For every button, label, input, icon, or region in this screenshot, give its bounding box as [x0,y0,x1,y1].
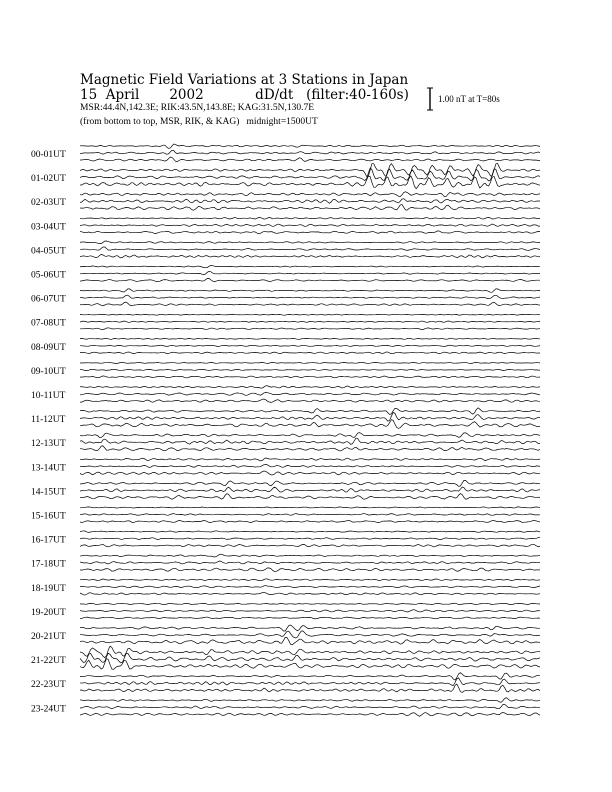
trace-RIK-19-20UT [80,610,540,612]
trace-RIK-23-24UT [80,704,540,709]
trace-MSR-16-17UT [80,544,540,547]
trace-KAG-16-17UT [80,531,540,533]
hour-row-23-24UT [31,698,540,717]
trace-KAG-08-09UT [80,338,540,339]
trace-KAG-21-22UT [80,646,540,657]
trace-RIK-04-05UT [80,247,540,250]
trace-KAG-02-03UT [80,192,540,197]
trace-KAG-01-02UT [80,163,540,176]
hour-label: 15-16UT [31,511,66,522]
trace-MSR-02-03UT [80,205,540,211]
trace-KAG-19-20UT [80,603,540,604]
trace-RIK-07-08UT [80,321,540,322]
trace-RIK-18-19UT [80,586,540,588]
hour-label: 19-20UT [31,607,66,618]
date-day: 15 [80,87,98,103]
trace-MSR-13-14UT [80,471,540,475]
trace-KAG-06-07UT [80,289,540,293]
trace-KAG-15-16UT [80,507,540,508]
trace-MSR-05-06UT [80,278,540,281]
trace-MSR-18-19UT [80,592,540,595]
hour-label: 09-10UT [31,366,66,377]
hour-label: 22-23UT [31,680,66,691]
trace-MSR-10-11UT [80,399,540,402]
hour-label: 00-01UT [31,150,66,160]
trace-RIK-12-13UT [80,438,540,444]
trace-RIK-14-15UT [80,487,540,492]
hour-row-00-01UT [31,144,540,162]
hour-row-19-20UT [31,603,540,619]
trace-MSR-06-07UT [80,302,540,306]
hour-row-01-02UT [31,163,540,188]
trace-KAG-17-18UT [80,554,540,557]
trace-KAG-13-14UT [80,458,540,461]
date-year: 2002 [169,87,204,103]
hour-rows [31,144,540,716]
hour-row-04-05UT [31,241,540,258]
hour-row-03-04UT [31,218,540,234]
trace-MSR-11-12UT [80,420,540,429]
trace-MSR-20-21UT [80,637,540,645]
hour-row-14-15UT [31,480,540,499]
scale-label: 1.00 nT at T=80s [438,94,500,104]
hour-row-07-08UT [31,314,540,329]
component-label: dD/dt [255,87,294,103]
trace-RIK-21-22UT [80,653,540,663]
trace-KAG-20-21UT [80,625,540,631]
trace-RIK-06-07UT [80,295,540,298]
hour-label: 08-09UT [31,342,66,353]
hour-row-20-21UT [31,625,540,645]
hour-label: 14-15UT [31,487,66,498]
trace-RIK-11-12UT [80,413,540,422]
hour-row-10-11UT [31,386,540,403]
trace-MSR-23-24UT [80,713,540,717]
hour-label: 20-21UT [31,632,66,642]
trace-MSR-19-20UT [80,617,540,619]
hour-label: 06-07UT [31,294,66,305]
trace-MSR-17-18UT [80,568,540,572]
hour-row-08-09UT [31,338,540,353]
hour-row-17-18UT [31,554,540,571]
trace-MSR-01-02UT [80,176,540,189]
trace-KAG-04-05UT [80,241,540,244]
hour-row-18-19UT [31,579,540,595]
trace-RIK-20-21UT [80,631,540,638]
hour-label: 12-13UT [31,439,66,450]
date-month: April [105,87,140,103]
hour-label: 21-22UT [31,656,66,667]
hour-label: 17-18UT [31,559,66,570]
hour-label: 16-17UT [31,535,66,546]
hour-row-13-14UT [31,458,540,475]
midnight-note: midnight=1500UT [246,117,318,127]
hour-label: 07-08UT [31,318,66,329]
hour-label: 11-12UT [31,415,66,426]
trace-KAG-12-13UT [80,433,540,438]
trace-KAG-03-04UT [80,218,540,220]
trace-KAG-18-19UT [80,579,540,581]
hour-row-16-17UT [31,531,540,547]
trace-KAG-05-06UT [80,265,540,267]
hour-label: 10-11UT [31,391,66,401]
hour-row-22-23UT [31,673,540,693]
trace-RIK-00-01UT [80,150,540,154]
trace-MSR-09-10UT [80,376,540,378]
hour-label: 03-04UT [31,222,66,233]
hour-row-02-03UT [31,192,540,211]
hour-label: 05-06UT [31,270,66,281]
trace-RIK-05-06UT [80,271,540,274]
trace-MSR-07-08UT [80,328,540,330]
hour-row-05-06UT [31,265,540,281]
hour-label: 23-24UT [31,704,66,715]
trace-KAG-00-01UT [80,144,540,148]
hour-row-15-16UT [31,507,540,523]
hour-label: 18-19UT [31,583,66,594]
station-coordinates: MSR:44.4N,142.3E; RIK:43.5N,143.8E; KAG:31.5N,130.7E [80,103,315,113]
station-order-note: (from bottom to top, MSR, RIK, & KAG) [80,117,240,127]
trace-MSR-08-09UT [80,352,540,354]
trace-KAG-11-12UT [80,408,540,415]
trace-KAG-07-08UT [80,314,540,315]
trace-MSR-21-22UT [80,659,540,670]
trace-RIK-09-10UT [80,369,540,370]
hour-row-06-07UT [31,289,540,306]
trace-RIK-22-23UT [80,678,540,686]
trace-MSR-15-16UT [80,521,540,523]
trace-MSR-03-04UT [80,231,540,234]
trace-RIK-13-14UT [80,464,540,467]
trace-MSR-00-01UT [80,157,540,162]
trace-KAG-09-10UT [80,362,540,363]
hour-label: 01-02UT [31,174,66,185]
hour-row-11-12UT [31,408,540,429]
hour-label: 02-03UT [31,198,66,209]
trace-KAG-22-23UT [80,673,540,680]
trace-KAG-23-24UT [80,698,540,703]
trace-KAG-14-15UT [80,480,540,486]
trace-RIK-03-04UT [80,224,540,226]
hour-row-21-22UT [31,646,540,669]
trace-MSR-12-13UT [80,446,540,451]
hour-label: 04-05UT [31,246,66,257]
trace-RIK-15-16UT [80,514,540,516]
trace-RIK-17-18UT [80,561,540,564]
trace-RIK-10-11UT [80,393,540,396]
trace-RIK-16-17UT [80,538,540,540]
trace-RIK-08-09UT [80,345,540,346]
trace-RIK-02-03UT [80,199,540,204]
hour-label: 13-14UT [31,463,66,474]
hour-row-09-10UT [31,362,540,378]
trace-MSR-14-15UT [80,494,540,500]
trace-KAG-10-11UT [80,386,540,388]
trace-MSR-22-23UT [80,684,540,693]
trace-MSR-04-05UT [80,254,540,258]
filter-label: (filter:40-160s) [306,87,409,103]
hour-row-12-13UT [31,433,540,451]
chart-title: Magnetic Field Variations at 3 Stations in Japan [80,72,409,88]
